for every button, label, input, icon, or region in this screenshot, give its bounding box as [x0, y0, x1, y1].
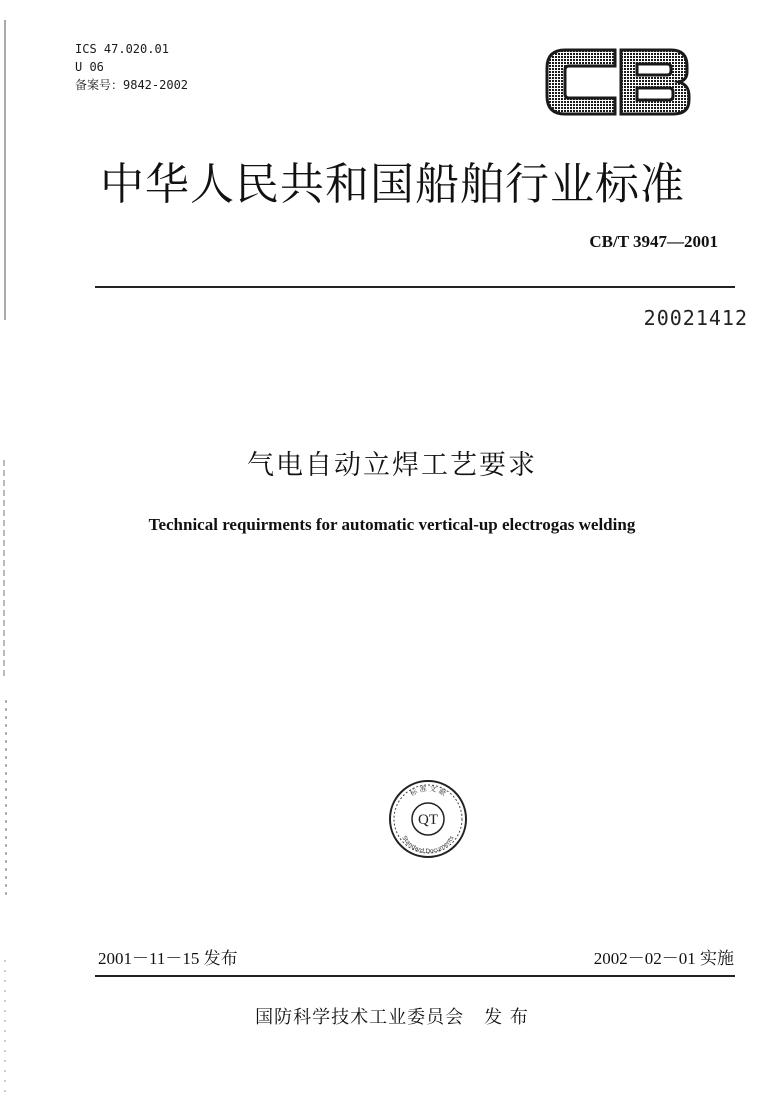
standard-number: CB/T 3947—2001 [589, 232, 718, 251]
filing-number: 备案号：9842-2002 [75, 78, 189, 92]
scan-edge-marks [0, 0, 10, 1115]
classification-block [75, 40, 188, 94]
publish-date: 2001－11－15 发布 [98, 949, 238, 968]
cb-logo [543, 44, 693, 120]
stamp-center-text: QT [418, 812, 438, 828]
issuer-action: 发 布 [484, 1007, 529, 1028]
footer-divider [95, 975, 735, 977]
header-divider [95, 286, 735, 288]
issuer-name: 国防科学技术工业委员会 [255, 1007, 465, 1028]
classification-code: U 06 [75, 60, 104, 74]
ics-code: ICS 47.020.01 [75, 42, 169, 56]
standard-documents-stamp [387, 778, 469, 860]
document-title-en: Technical requirments for automatic vertical-up electrogas welding [148, 515, 636, 534]
effective-date: 2002－02－01 实施 [593, 949, 734, 968]
serial-number: 20021412 [643, 306, 748, 330]
svg-text:Standard Documents: Standard Documents [400, 834, 456, 856]
issuer-line [160, 1003, 624, 1029]
svg-text:标 准 文 献: 标 准 文 献 [408, 784, 448, 798]
main-title: 中华人民共和国船舶行业标准 [100, 159, 685, 210]
document-title-cn: 气电自动立焊工艺要求 [247, 450, 537, 481]
